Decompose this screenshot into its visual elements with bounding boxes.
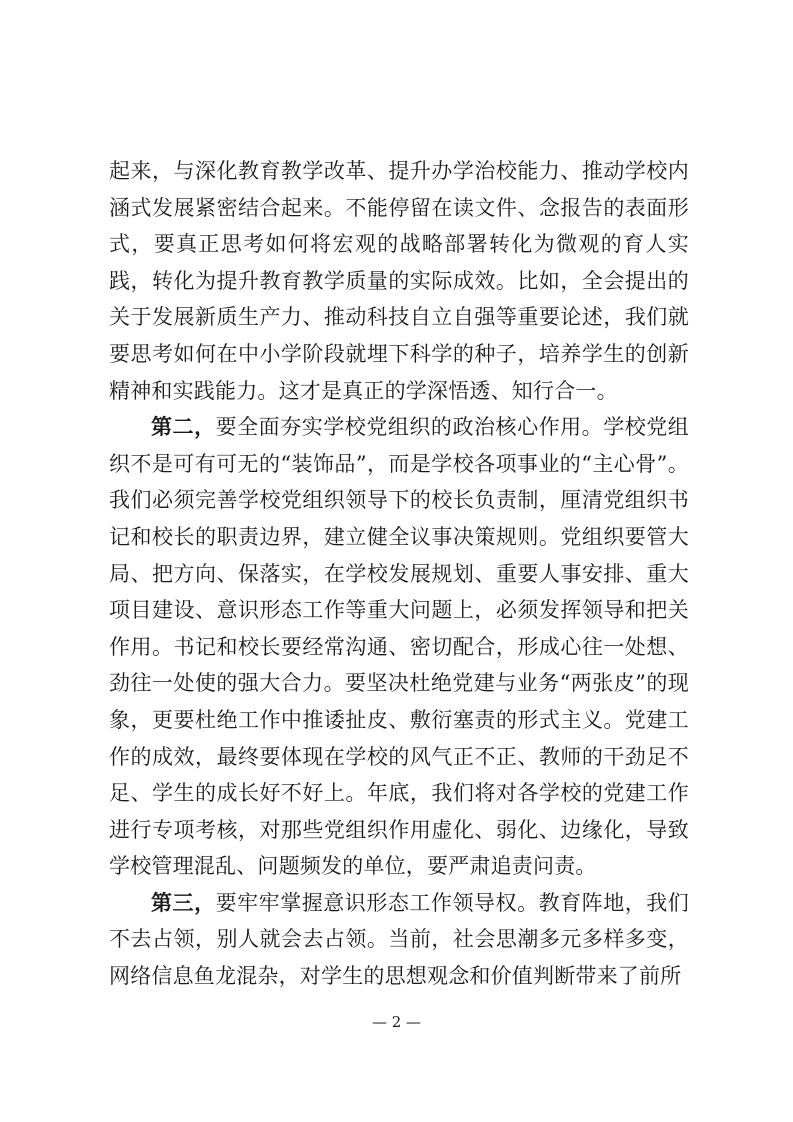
paragraph-third-point — [109, 885, 689, 995]
body-text — [109, 153, 689, 995]
paragraph-second-point — [109, 409, 689, 885]
paragraph-text: 起来，与深化教育教学改革、提升办学治校能力、推动学校内涵式发展紧密结合起来。不能停留在读文件、念报告的表面形式，要真正思考如何将宏观的战略部署转化为微观的育人实践，转化为提升教育教学质量的实际成效。比如，全会提出的关于发展新质生产力、推动科技自立自强等重要论述，我们就要思考如何在中小学阶段就埋下科学的种子，培养学生的创新精神和实践能力。这才是真正的学深悟透、知行合一。 — [109, 159, 689, 403]
page-number: — 2 — — [371, 1013, 422, 1031]
paragraph-continuation — [109, 153, 689, 409]
paragraph-lead: 第二， — [151, 414, 216, 440]
paragraph-lead: 第三， — [151, 889, 216, 915]
paragraph-text: 要牢牢掌握意识形态工作领导权。教育阵地，我们不去占领，别人就会去占领。当前，社会思潮多元多样多变，网络信息鱼龙混杂，对学生的思想观念和价值判断带来了前所 — [109, 890, 689, 989]
paragraph-text: 要全面夯实学校党组织的政治核心作用。学校党组织不是可有可无的“装饰品”，而是学校各项事业的“主心骨”。我们必须完善学校党组织领导下的校长负责制，厘清党组织书记和校长的职责边界，建立健全议事决策规则。党组织要管大局、把方向、保落实，在学校发展规划、重要人事安排、重大项目建设、意识形态工作等重大问题上，必须发挥领导和把关作用。书记和校长要经常沟通、密切配合，形成心往一处想、劲往一处使的强大合力。要坚决杜绝党建与业务“两张皮”的现象，更要杜绝工作中推诿扯皮、敷衍塞责的形式主义。党建工作的成效，最终要体现在学校的风气正不正、教师的干劲足不足、学生的成长好不好上。年底，我们将对各学校的党建工作进行专项考核，对那些党组织作用虚化、弱化、边缘化，导致学校管理混乱、问题频发的单位，要严肃追责问责。 — [109, 415, 689, 879]
